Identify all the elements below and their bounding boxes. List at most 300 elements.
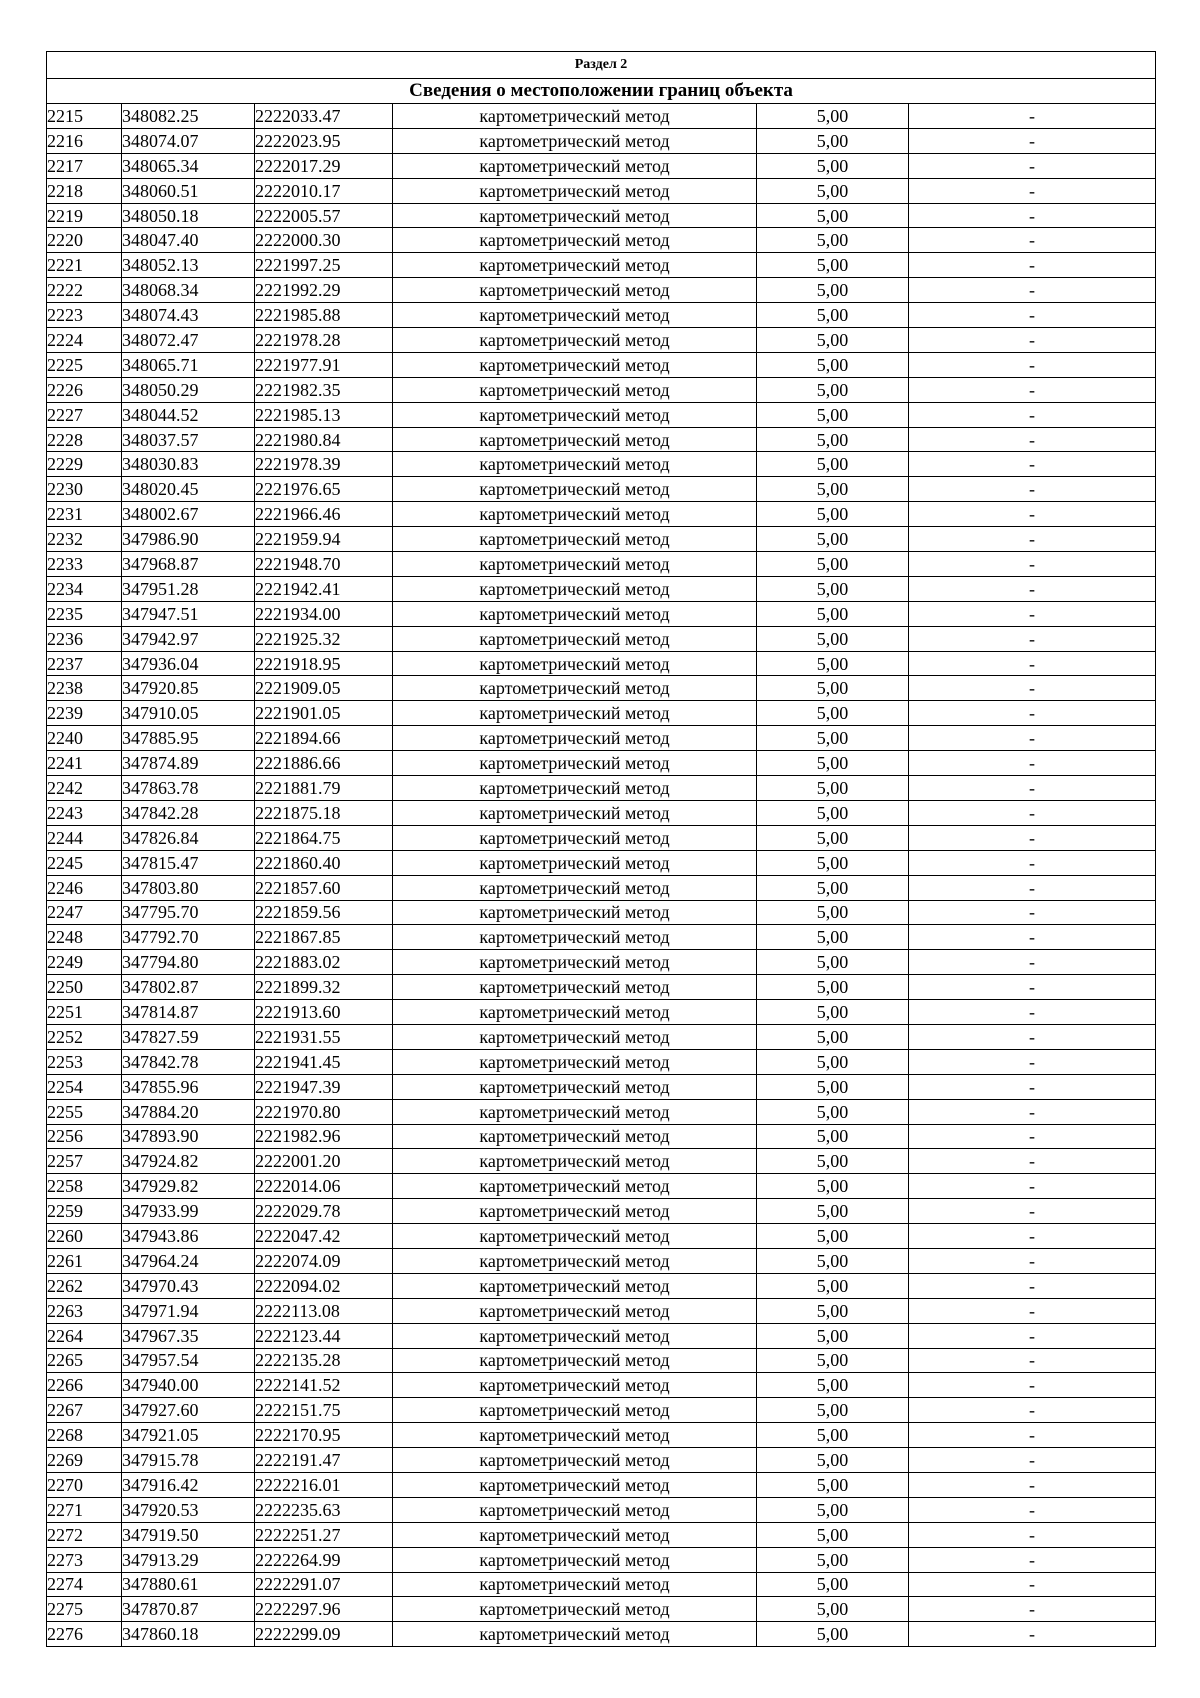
method-cell: картометрический метод	[393, 1348, 757, 1373]
note-cell: -	[909, 228, 1156, 253]
table-row	[47, 128, 1156, 153]
coordinate-x-cell: 348020.45	[122, 477, 255, 502]
coordinate-x-cell: 347913.29	[122, 1547, 255, 1572]
point-number-cell: 2259	[47, 1199, 122, 1224]
accuracy-cell: 5,00	[757, 303, 909, 328]
note-cell: -	[909, 1149, 1156, 1174]
coordinate-y-cell: 2222047.42	[255, 1224, 393, 1249]
coordinate-x-cell: 348072.47	[122, 328, 255, 353]
note-cell: -	[909, 1323, 1156, 1348]
note-cell: -	[909, 1273, 1156, 1298]
method-cell: картометрический метод	[393, 1074, 757, 1099]
method-cell: картометрический метод	[393, 1547, 757, 1572]
method-cell: картометрический метод	[393, 1024, 757, 1049]
point-number-cell: 2252	[47, 1024, 122, 1049]
table-row	[47, 452, 1156, 477]
coordinate-x-cell: 347920.53	[122, 1497, 255, 1522]
table-title: Сведения о местоположении границ объекта	[47, 79, 1156, 104]
coordinate-y-cell: 2222216.01	[255, 1472, 393, 1497]
accuracy-cell: 5,00	[757, 825, 909, 850]
note-cell: -	[909, 1423, 1156, 1448]
method-cell: картометрический метод	[393, 1149, 757, 1174]
point-number-cell: 2215	[47, 104, 122, 129]
note-cell: -	[909, 925, 1156, 950]
table-row	[47, 701, 1156, 726]
coordinate-y-cell: 2221857.60	[255, 875, 393, 900]
coordinate-y-cell: 2221948.70	[255, 552, 393, 577]
table-row	[47, 651, 1156, 676]
coordinate-x-cell: 348047.40	[122, 228, 255, 253]
point-number-cell: 2247	[47, 900, 122, 925]
coordinate-x-cell: 347921.05	[122, 1423, 255, 1448]
note-cell: -	[909, 502, 1156, 527]
coordinate-y-cell: 2221886.66	[255, 751, 393, 776]
coordinate-y-cell: 2221894.66	[255, 726, 393, 751]
note-cell: -	[909, 751, 1156, 776]
method-cell: картометрический метод	[393, 1224, 757, 1249]
accuracy-cell: 5,00	[757, 104, 909, 129]
coordinate-x-cell: 347874.89	[122, 751, 255, 776]
accuracy-cell: 5,00	[757, 925, 909, 950]
accuracy-cell: 5,00	[757, 726, 909, 751]
point-number-cell: 2219	[47, 203, 122, 228]
table-row	[47, 1199, 1156, 1224]
table-row	[47, 900, 1156, 925]
note-cell: -	[909, 278, 1156, 303]
point-number-cell: 2270	[47, 1472, 122, 1497]
coordinate-y-cell: 2221931.55	[255, 1024, 393, 1049]
method-cell: картометрический метод	[393, 925, 757, 950]
note-cell: -	[909, 975, 1156, 1000]
table-row	[47, 1398, 1156, 1423]
section-label: Раздел 2	[47, 52, 1156, 79]
coordinate-y-cell: 2221985.13	[255, 402, 393, 427]
point-number-cell: 2221	[47, 253, 122, 278]
table-row	[47, 1423, 1156, 1448]
coordinate-x-cell: 347826.84	[122, 825, 255, 850]
method-cell: картометрический метод	[393, 850, 757, 875]
accuracy-cell: 5,00	[757, 1024, 909, 1049]
table-row	[47, 1174, 1156, 1199]
coordinate-y-cell: 2222151.75	[255, 1398, 393, 1423]
table-row	[47, 1597, 1156, 1622]
point-number-cell: 2241	[47, 751, 122, 776]
method-cell: картометрический метод	[393, 950, 757, 975]
accuracy-cell: 5,00	[757, 477, 909, 502]
coordinate-x-cell: 347986.90	[122, 527, 255, 552]
accuracy-cell: 5,00	[757, 1174, 909, 1199]
method-cell: картометрический метод	[393, 203, 757, 228]
note-cell: -	[909, 1547, 1156, 1572]
method-cell: картометрический метод	[393, 776, 757, 801]
coordinate-x-cell: 347870.87	[122, 1597, 255, 1622]
method-cell: картометрический метод	[393, 751, 757, 776]
table-row	[47, 104, 1156, 129]
point-number-cell: 2218	[47, 178, 122, 203]
note-cell: -	[909, 1398, 1156, 1423]
table-row	[47, 153, 1156, 178]
coordinate-x-cell: 347971.94	[122, 1298, 255, 1323]
method-cell: картометрический метод	[393, 701, 757, 726]
method-cell: картометрический метод	[393, 975, 757, 1000]
coordinate-x-cell: 347815.47	[122, 850, 255, 875]
table-row	[47, 1472, 1156, 1497]
note-cell: -	[909, 1199, 1156, 1224]
table-row	[47, 328, 1156, 353]
coordinate-x-cell: 347936.04	[122, 651, 255, 676]
coordinate-y-cell: 2222123.44	[255, 1323, 393, 1348]
coordinate-x-cell: 347929.82	[122, 1174, 255, 1199]
table-row	[47, 402, 1156, 427]
method-cell: картометрический метод	[393, 253, 757, 278]
coordinate-x-cell: 348068.34	[122, 278, 255, 303]
accuracy-cell: 5,00	[757, 228, 909, 253]
point-number-cell: 2237	[47, 651, 122, 676]
table-row	[47, 427, 1156, 452]
note-cell: -	[909, 875, 1156, 900]
coordinate-x-cell: 348050.18	[122, 203, 255, 228]
table-row	[47, 552, 1156, 577]
coordinate-y-cell: 2222005.57	[255, 203, 393, 228]
coordinate-y-cell: 2221982.96	[255, 1124, 393, 1149]
coordinate-y-cell: 2221909.05	[255, 676, 393, 701]
table-row	[47, 203, 1156, 228]
accuracy-cell: 5,00	[757, 975, 909, 1000]
table-row	[47, 676, 1156, 701]
table-row	[47, 1497, 1156, 1522]
table-title-row	[47, 79, 1156, 104]
point-number-cell: 2256	[47, 1124, 122, 1149]
coordinate-x-cell: 348065.34	[122, 153, 255, 178]
coordinate-x-cell: 347916.42	[122, 1472, 255, 1497]
method-cell: картометрический метод	[393, 1622, 757, 1647]
point-number-cell: 2246	[47, 875, 122, 900]
table-row	[47, 1448, 1156, 1473]
coordinate-x-cell: 347814.87	[122, 1000, 255, 1025]
coordinate-y-cell: 2221992.29	[255, 278, 393, 303]
note-cell: -	[909, 701, 1156, 726]
coordinate-y-cell: 2222291.07	[255, 1572, 393, 1597]
coordinate-y-cell: 2222033.47	[255, 104, 393, 129]
note-cell: -	[909, 651, 1156, 676]
coordinate-y-cell: 2222017.29	[255, 153, 393, 178]
method-cell: картометрический метод	[393, 800, 757, 825]
accuracy-cell: 5,00	[757, 601, 909, 626]
accuracy-cell: 5,00	[757, 1398, 909, 1423]
method-cell: картометрический метод	[393, 900, 757, 925]
note-cell: -	[909, 1124, 1156, 1149]
coordinate-y-cell: 2222113.08	[255, 1298, 393, 1323]
table-row	[47, 1024, 1156, 1049]
coordinate-y-cell: 2222141.52	[255, 1373, 393, 1398]
coordinate-x-cell: 348002.67	[122, 502, 255, 527]
coordinate-y-cell: 2221859.56	[255, 900, 393, 925]
coordinate-y-cell: 2221970.80	[255, 1099, 393, 1124]
accuracy-cell: 5,00	[757, 1522, 909, 1547]
point-number-cell: 2262	[47, 1273, 122, 1298]
note-cell: -	[909, 203, 1156, 228]
table-row	[47, 352, 1156, 377]
accuracy-cell: 5,00	[757, 1224, 909, 1249]
accuracy-cell: 5,00	[757, 153, 909, 178]
coordinate-x-cell: 348060.51	[122, 178, 255, 203]
coordinate-x-cell: 348050.29	[122, 377, 255, 402]
table-row	[47, 1224, 1156, 1249]
coordinate-y-cell: 2221875.18	[255, 800, 393, 825]
coordinate-x-cell: 347860.18	[122, 1622, 255, 1647]
note-cell: -	[909, 800, 1156, 825]
point-number-cell: 2265	[47, 1348, 122, 1373]
point-number-cell: 2216	[47, 128, 122, 153]
coordinate-x-cell: 347970.43	[122, 1273, 255, 1298]
method-cell: картометрический метод	[393, 676, 757, 701]
coordinate-x-cell: 347967.35	[122, 1323, 255, 1348]
table-row	[47, 626, 1156, 651]
point-number-cell: 2223	[47, 303, 122, 328]
coordinate-y-cell: 2221934.00	[255, 601, 393, 626]
point-number-cell: 2250	[47, 975, 122, 1000]
table-row	[47, 1000, 1156, 1025]
point-number-cell: 2220	[47, 228, 122, 253]
point-number-cell: 2236	[47, 626, 122, 651]
coordinate-y-cell: 2221978.28	[255, 328, 393, 353]
table-row	[47, 850, 1156, 875]
accuracy-cell: 5,00	[757, 576, 909, 601]
method-cell: картометрический метод	[393, 1273, 757, 1298]
table-row	[47, 377, 1156, 402]
point-number-cell: 2249	[47, 950, 122, 975]
method-cell: картометрический метод	[393, 1049, 757, 1074]
note-cell: -	[909, 303, 1156, 328]
method-cell: картометрический метод	[393, 1199, 757, 1224]
accuracy-cell: 5,00	[757, 1497, 909, 1522]
table-row	[47, 825, 1156, 850]
method-cell: картометрический метод	[393, 726, 757, 751]
note-cell: -	[909, 850, 1156, 875]
accuracy-cell: 5,00	[757, 1423, 909, 1448]
coordinate-x-cell: 347893.90	[122, 1124, 255, 1149]
table-row	[47, 228, 1156, 253]
point-number-cell: 2271	[47, 1497, 122, 1522]
coordinate-y-cell: 2221941.45	[255, 1049, 393, 1074]
method-cell: картометрический метод	[393, 1423, 757, 1448]
coordinate-y-cell: 2221977.91	[255, 352, 393, 377]
note-cell: -	[909, 1224, 1156, 1249]
coordinate-x-cell: 348082.25	[122, 104, 255, 129]
coordinate-x-cell: 348074.43	[122, 303, 255, 328]
point-number-cell: 2233	[47, 552, 122, 577]
accuracy-cell: 5,00	[757, 626, 909, 651]
table-row	[47, 502, 1156, 527]
coordinate-x-cell: 347947.51	[122, 601, 255, 626]
note-cell: -	[909, 1373, 1156, 1398]
method-cell: картометрический метод	[393, 178, 757, 203]
accuracy-cell: 5,00	[757, 203, 909, 228]
coordinate-x-cell: 347802.87	[122, 975, 255, 1000]
coordinate-x-cell: 348052.13	[122, 253, 255, 278]
method-cell: картометрический метод	[393, 1174, 757, 1199]
note-cell: -	[909, 1024, 1156, 1049]
coordinate-x-cell: 347795.70	[122, 900, 255, 925]
coordinate-x-cell: 347855.96	[122, 1074, 255, 1099]
coordinate-y-cell: 2222014.06	[255, 1174, 393, 1199]
table-row	[47, 1298, 1156, 1323]
method-cell: картометрический метод	[393, 278, 757, 303]
coordinate-x-cell: 347880.61	[122, 1572, 255, 1597]
table-row	[47, 726, 1156, 751]
coordinate-y-cell: 2222001.20	[255, 1149, 393, 1174]
coordinate-x-cell: 347884.20	[122, 1099, 255, 1124]
section-header-row	[47, 52, 1156, 79]
note-cell: -	[909, 1497, 1156, 1522]
coordinate-x-cell: 347794.80	[122, 950, 255, 975]
coordinate-y-cell: 2221864.75	[255, 825, 393, 850]
table-row	[47, 1572, 1156, 1597]
accuracy-cell: 5,00	[757, 402, 909, 427]
coordinate-y-cell: 2221913.60	[255, 1000, 393, 1025]
point-number-cell: 2257	[47, 1149, 122, 1174]
accuracy-cell: 5,00	[757, 850, 909, 875]
accuracy-cell: 5,00	[757, 1273, 909, 1298]
accuracy-cell: 5,00	[757, 1298, 909, 1323]
coordinate-y-cell: 2221867.85	[255, 925, 393, 950]
method-cell: картометрический метод	[393, 1497, 757, 1522]
accuracy-cell: 5,00	[757, 1248, 909, 1273]
coordinate-y-cell: 2222000.30	[255, 228, 393, 253]
point-number-cell: 2226	[47, 377, 122, 402]
coordinate-x-cell: 347951.28	[122, 576, 255, 601]
coordinate-y-cell: 2221881.79	[255, 776, 393, 801]
coordinate-x-cell: 347964.24	[122, 1248, 255, 1273]
coordinate-x-cell: 347792.70	[122, 925, 255, 950]
coordinate-y-cell: 2221976.65	[255, 477, 393, 502]
coordinate-x-cell: 348065.71	[122, 352, 255, 377]
note-cell: -	[909, 253, 1156, 278]
coordinate-x-cell: 348037.57	[122, 427, 255, 452]
point-number-cell: 2274	[47, 1572, 122, 1597]
method-cell: картометрический метод	[393, 1398, 757, 1423]
method-cell: картометрический метод	[393, 1522, 757, 1547]
point-number-cell: 2248	[47, 925, 122, 950]
coordinate-x-cell: 347915.78	[122, 1448, 255, 1473]
note-cell: -	[909, 1074, 1156, 1099]
point-number-cell: 2225	[47, 352, 122, 377]
note-cell: -	[909, 352, 1156, 377]
table-row	[47, 303, 1156, 328]
method-cell: картометрический метод	[393, 1124, 757, 1149]
note-cell: -	[909, 1248, 1156, 1273]
accuracy-cell: 5,00	[757, 352, 909, 377]
coordinate-y-cell: 2222297.96	[255, 1597, 393, 1622]
method-cell: картометрический метод	[393, 626, 757, 651]
method-cell: картометрический метод	[393, 1448, 757, 1473]
note-cell: -	[909, 676, 1156, 701]
note-cell: -	[909, 1298, 1156, 1323]
accuracy-cell: 5,00	[757, 178, 909, 203]
point-number-cell: 2254	[47, 1074, 122, 1099]
point-number-cell: 2273	[47, 1547, 122, 1572]
accuracy-cell: 5,00	[757, 1199, 909, 1224]
coordinate-y-cell: 2222135.28	[255, 1348, 393, 1373]
coordinate-x-cell: 348044.52	[122, 402, 255, 427]
accuracy-cell: 5,00	[757, 776, 909, 801]
note-cell: -	[909, 377, 1156, 402]
table-row	[47, 776, 1156, 801]
note-cell: -	[909, 626, 1156, 651]
coordinate-x-cell: 348074.07	[122, 128, 255, 153]
coordinate-y-cell: 2221860.40	[255, 850, 393, 875]
point-number-cell: 2244	[47, 825, 122, 850]
note-cell: -	[909, 402, 1156, 427]
accuracy-cell: 5,00	[757, 1323, 909, 1348]
accuracy-cell: 5,00	[757, 800, 909, 825]
coordinate-x-cell: 347803.80	[122, 875, 255, 900]
table-row	[47, 1273, 1156, 1298]
table-row	[47, 925, 1156, 950]
coordinate-x-cell: 347842.28	[122, 800, 255, 825]
accuracy-cell: 5,00	[757, 427, 909, 452]
point-number-cell: 2242	[47, 776, 122, 801]
accuracy-cell: 5,00	[757, 253, 909, 278]
accuracy-cell: 5,00	[757, 1074, 909, 1099]
method-cell: картометрический метод	[393, 1000, 757, 1025]
coordinate-y-cell: 2222264.99	[255, 1547, 393, 1572]
table-row	[47, 1124, 1156, 1149]
coordinate-y-cell: 2221883.02	[255, 950, 393, 975]
accuracy-cell: 5,00	[757, 1348, 909, 1373]
note-cell: -	[909, 1049, 1156, 1074]
note-cell: -	[909, 153, 1156, 178]
coordinate-y-cell: 2222170.95	[255, 1423, 393, 1448]
accuracy-cell: 5,00	[757, 875, 909, 900]
table-row	[47, 1323, 1156, 1348]
method-cell: картометрический метод	[393, 825, 757, 850]
accuracy-cell: 5,00	[757, 1472, 909, 1497]
table-row	[47, 1248, 1156, 1273]
method-cell: картометрический метод	[393, 1248, 757, 1273]
point-number-cell: 2243	[47, 800, 122, 825]
note-cell: -	[909, 1472, 1156, 1497]
coordinate-y-cell: 2221985.88	[255, 303, 393, 328]
accuracy-cell: 5,00	[757, 1124, 909, 1149]
note-cell: -	[909, 576, 1156, 601]
point-number-cell: 2228	[47, 427, 122, 452]
point-number-cell: 2240	[47, 726, 122, 751]
coordinate-y-cell: 2222029.78	[255, 1199, 393, 1224]
note-cell: -	[909, 1572, 1156, 1597]
table-row	[47, 1348, 1156, 1373]
table-row	[47, 751, 1156, 776]
coordinate-y-cell: 2221978.39	[255, 452, 393, 477]
accuracy-cell: 5,00	[757, 1373, 909, 1398]
accuracy-cell: 5,00	[757, 1099, 909, 1124]
point-number-cell: 2227	[47, 402, 122, 427]
accuracy-cell: 5,00	[757, 950, 909, 975]
note-cell: -	[909, 527, 1156, 552]
accuracy-cell: 5,00	[757, 278, 909, 303]
coordinate-x-cell: 347943.86	[122, 1224, 255, 1249]
note-cell: -	[909, 128, 1156, 153]
coordinate-x-cell: 347920.85	[122, 676, 255, 701]
note-cell: -	[909, 601, 1156, 626]
point-number-cell: 2268	[47, 1423, 122, 1448]
coordinate-y-cell: 2221980.84	[255, 427, 393, 452]
coordinate-x-cell: 348030.83	[122, 452, 255, 477]
table-row	[47, 576, 1156, 601]
point-number-cell: 2224	[47, 328, 122, 353]
method-cell: картометрический метод	[393, 601, 757, 626]
accuracy-cell: 5,00	[757, 1448, 909, 1473]
